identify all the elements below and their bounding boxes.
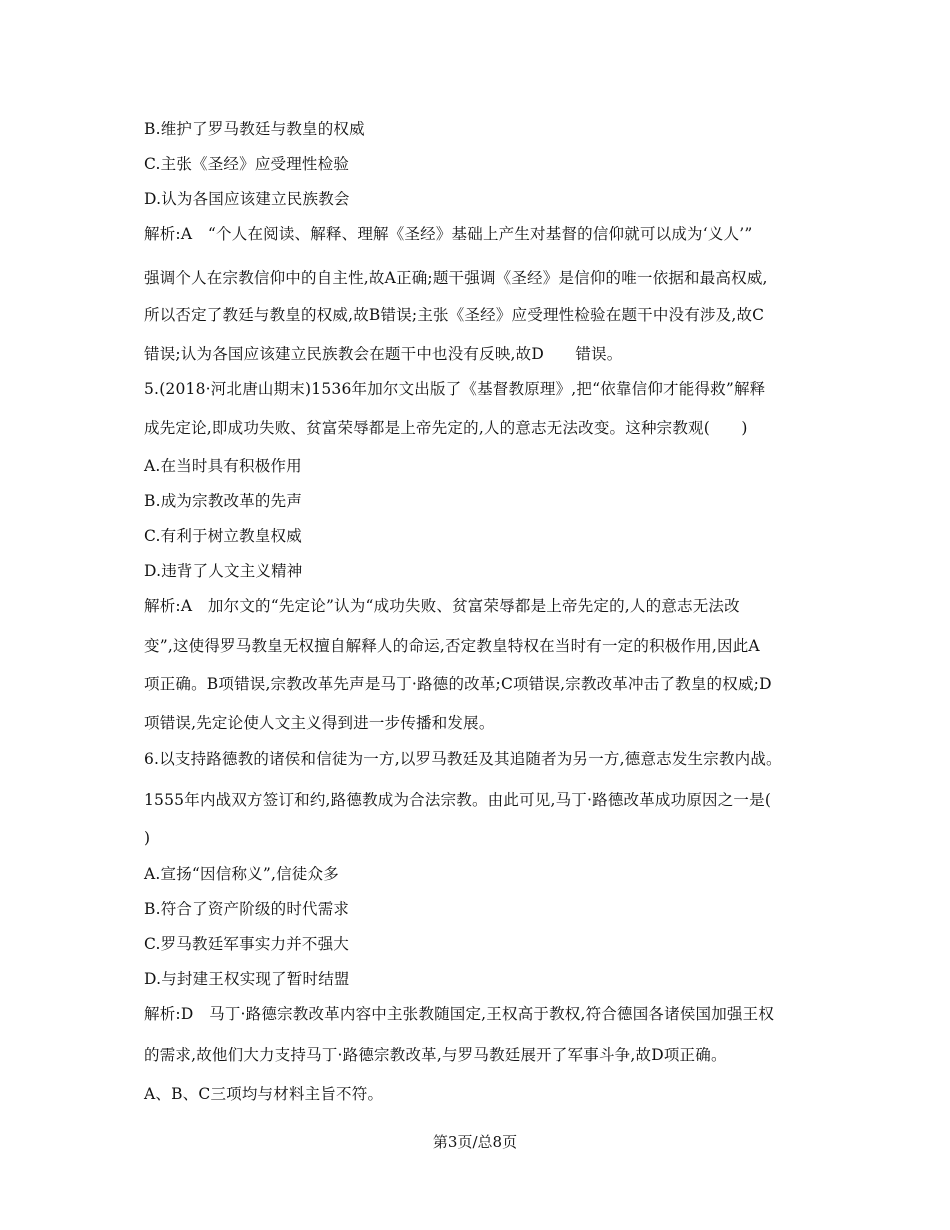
page-number-footer: 第3页/总8页 [432, 1133, 518, 1151]
q5-stem-line: 成先定论,即成功失败、贫富荣辱都是上帝先定的,人的意志无法改变。这种宗教观( ) [144, 419, 748, 437]
q6-option-d: D.与封建王权实现了暂时结盟 [144, 970, 350, 988]
q6-analysis-line: 解析:D 马丁·路德宗教改革内容中主张教随国定,王权高于教权,符合德国各诸侯国加强王权 [144, 1005, 775, 1023]
q6-option-b: B.符合了资产阶级的时代需求 [144, 900, 350, 918]
q5-option-b: B.成为宗教改革的先声 [144, 492, 303, 510]
q6-option-a: A.宣扬“因信称义”,信徒众多 [144, 865, 339, 883]
q6-analysis-line: 的需求,故他们大力支持马丁·路德宗教改革,与罗马教廷展开了军事斗争,故D项正确。 [144, 1046, 727, 1064]
q4-option-b: B.维护了罗马教廷与教皇的权威 [144, 120, 365, 138]
q5-option-d: D.违背了人文主义精神 [144, 562, 303, 580]
q5-analysis-line: 项错误,先定论使人文主义得到进一步传播和发展。 [144, 714, 495, 732]
q5-option-a: A.在当时具有积极作用 [144, 457, 302, 475]
q5-stem-line: 5.(2018·河北唐山期末)1536年加尔文出版了《基督教原理》,把“依靠信仰才能得救”解释 [144, 380, 766, 398]
q6-analysis-line: A、B、C三项均与材料主旨不符。 [144, 1085, 384, 1103]
q4-option-d: D.认为各国应该建立民族教会 [144, 190, 350, 208]
q5-option-c: C.有利于树立教皇权威 [144, 527, 302, 545]
q5-analysis-line: 项正确。B项错误,宗教改革先声是马丁·路德的改革;C项错误,宗教改革冲击了教皇的权威;D [144, 675, 772, 693]
q5-analysis-line: 解析:A 加尔文的“先定论”认为“成功失败、贫富荣辱都是上帝先定的,人的意志无法改 [144, 597, 740, 615]
q6-stem-line: 1555年内战双方签订和约,路德教成为合法宗教。由此可见,马丁·路德改革成功原因之一是( [144, 791, 772, 809]
q4-analysis-line: 所以否定了教廷与教皇的权威,故B错误;主张《圣经》应受理性检验在题干中没有涉及,故C [144, 306, 765, 324]
q4-analysis-line: 解析:A “个人在阅读、解释、理解《圣经》基础上产生对基督的信仰就可以成为‘义人’” [144, 225, 753, 243]
q6-option-c: C.罗马教廷军事实力并不强大 [144, 935, 350, 953]
q4-analysis-line: 错误;认为各国应该建立民族教会在题干中也没有反映,故D 错误。 [144, 345, 623, 363]
q5-analysis-line: 变”,这使得罗马教皇无权擅自解释人的命运,否定教皇特权在当时有一定的积极作用,因此A [144, 637, 760, 655]
q4-analysis-line: 强调个人在宗教信仰中的自主性,故A正确;题干强调《圣经》是信仰的唯一依据和最高权威, [144, 269, 768, 287]
q6-stem-line: 6.以支持路德教的诸侯和信徒为一方,以罗马教廷及其追随者为另一方,德意志发生宗教内战。 [144, 750, 782, 768]
q6-stem-line: ) [144, 829, 151, 847]
q4-option-c: C.主张《圣经》应受理性检验 [144, 155, 350, 173]
